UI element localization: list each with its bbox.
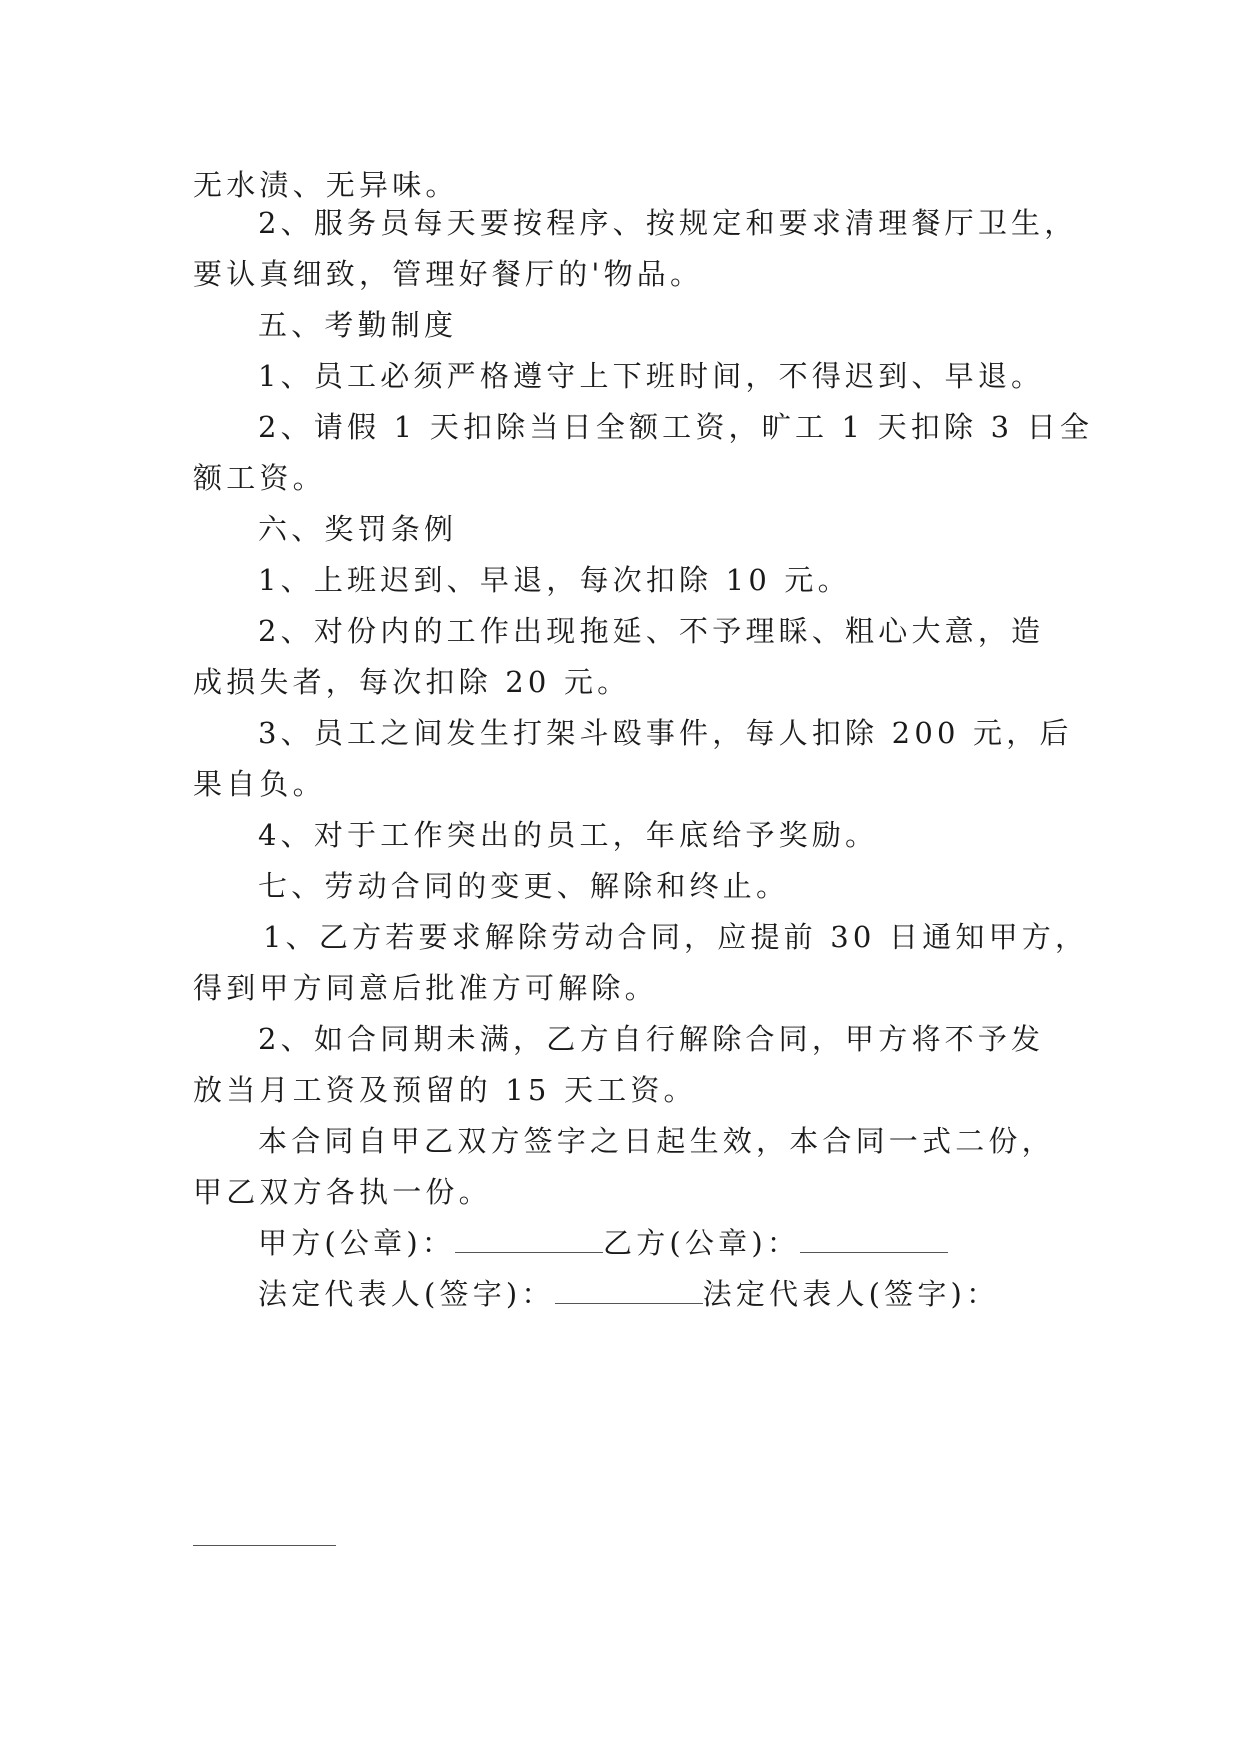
- paragraph-line: 果自负。: [193, 767, 326, 801]
- section-heading: 七、劳动合同的变更、解除和终止。: [258, 869, 790, 903]
- paragraph-line: 1、员工必须严格遵守上下班时间，不得迟到、早退。: [258, 359, 1045, 393]
- paragraph-line: 2、如合同期未满，乙方自行解除合同，甲方将不予发: [258, 1022, 1045, 1056]
- party-a-seal-label: 甲方(公章)：: [258, 1226, 456, 1260]
- rep-a-signature-blank[interactable]: [555, 1277, 703, 1304]
- paragraph-line: 额工资。: [193, 461, 326, 495]
- paragraph-line: 无水渍、无异味。: [193, 168, 459, 202]
- paragraph-line: 3、员工之间发生打架斗殴事件，每人扣除 200 元，后: [258, 716, 1073, 750]
- party-b-seal-blank[interactable]: [800, 1226, 948, 1253]
- rep-b-signature-blank[interactable]: [193, 1544, 336, 1546]
- rep-b-label: 法定代表人(签字)：: [702, 1277, 1000, 1311]
- paragraph-line: 2、请假 1 天扣除当日全额工资，旷工 1 天扣除 3 日全: [258, 410, 1094, 444]
- paragraph-line: 2、对份内的工作出现拖延、不予理睬、粗心大意，造: [258, 614, 1045, 648]
- seal-signature-row: [258, 1223, 948, 1263]
- paragraph-line: 本合同自甲乙双方签字之日起生效，本合同一式二份，: [258, 1124, 1055, 1158]
- paragraph-line: 放当月工资及预留的 15 天工资。: [193, 1073, 697, 1107]
- paragraph-line: 2、服务员每天要按程序、按规定和要求清理餐厅卫生，: [258, 206, 1078, 240]
- paragraph-line: 成损失者，每次扣除 20 元。: [193, 665, 631, 699]
- paragraph-line: 甲乙双方各执一份。: [193, 1175, 492, 1209]
- paragraph-line: 4、对于工作突出的员工，年底给予奖励。: [258, 818, 879, 852]
- paragraph-line: 要认真细致，管理好餐厅的'物品。: [193, 257, 704, 291]
- section-heading: 六、奖罚条例: [258, 512, 458, 546]
- paragraph-line: 1、乙方若要求解除劳动合同，应提前 30 日通知甲方，: [263, 920, 1089, 954]
- paragraph-line: 得到甲方同意后批准方可解除。: [193, 971, 658, 1005]
- party-b-seal-label: 乙方(公章)：: [603, 1226, 801, 1260]
- rep-a-label: 法定代表人(签字)：: [258, 1277, 555, 1311]
- section-heading: 五、考勤制度: [258, 308, 458, 342]
- paragraph-line: 1、上班迟到、早退，每次扣除 10 元。: [258, 563, 851, 597]
- party-a-seal-blank[interactable]: [455, 1226, 603, 1253]
- representative-signature-row: [258, 1274, 999, 1314]
